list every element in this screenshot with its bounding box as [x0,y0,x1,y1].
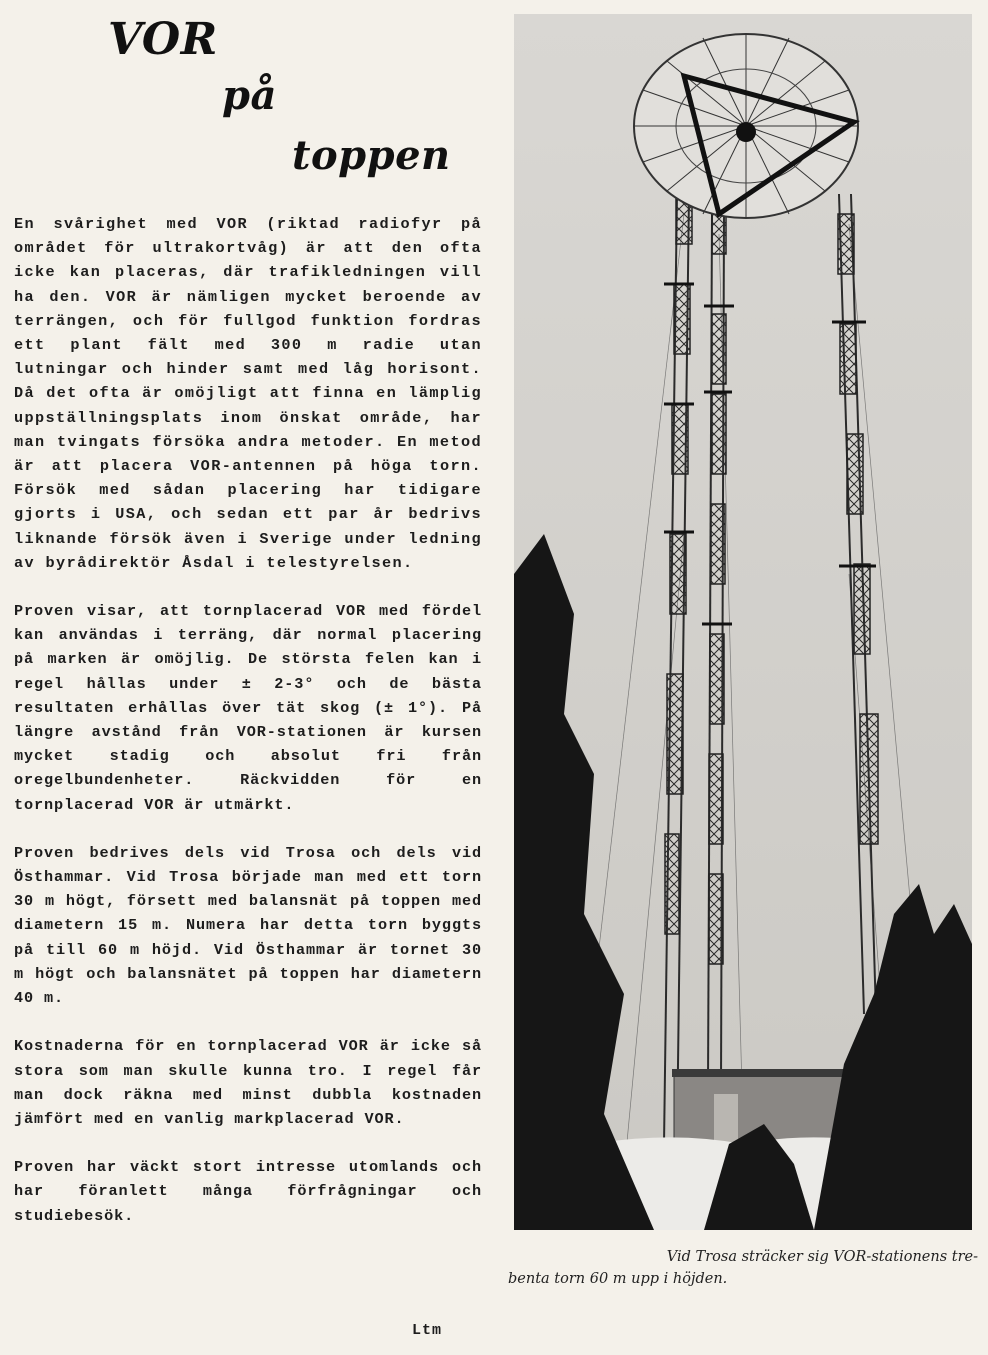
counterpoise-disc-icon [634,34,858,218]
photo-caption [508,1246,978,1290]
title-vor: VOR [108,14,218,65]
paragraph-2: Proven visar, att tornplacerad VOR med fördel kan användas i terräng, där normal placering på marken är omöjlig. De största felen kan i regel hållas under ± 2-3° och de bästa resultaten erhållas över tät skog (± 1°). På längre avstånd från VOR-stationen är kursen mycket stadig och absolut fri från oregelbundenheter. Räckvidden för en tornplacerad VOR är utmärkt. [14,602,482,814]
caption-line-1: Vid Trosa sträcker sig VOR-stationens tre- [666,1249,978,1265]
caption-line-2: benta torn 60 m upp i höjden. [508,1271,728,1287]
paragraph-4: Kostnaderna för en tornplacerad VOR är icke så stora som man skulle kunna tro. I regel får man dock räkna med minst dubbla kostnaden jämfört med en vanlig markplacerad VOR. [14,1037,482,1128]
paragraph-1: En svårighet med VOR (riktad radiofyr på området för ultrakortvåg) är att den ofta icke kan placeras, där trafikledningen vill ha den. VOR är nämligen mycket beroende av terrängen, och för fullgod funktion fordras ett plant fält med 300 m radie utan lutningar och hinder samt med låg horisont. Då det ofta är omöjligt att finna en lämplig uppställningsplats inom önskat område, har man tvingats försöka andra metoder. En metod är att placera VOR-antennen på höga torn. Försök med sådan placering har tidigare gjorts i USA, och sedan ett par år bedrivs liknande försök även i Sverige under ledning av byrådirektör Åsdal i telestyrelsen. [14,215,482,572]
author-signature: Ltm [412,1322,443,1339]
tower-photo [514,14,972,1230]
vor-tower-image [514,14,972,1230]
paragraph-3: Proven bedrives dels vid Trosa och dels vid Östhammar. Vid Trosa började man med ett torn 30 m högt, försett med balansnät på toppen med diametern 15 m. Numera har detta torn byggts på till 60 m höjd. Vid Östhammar är tornet 30 m högt och balansnätet på toppen har diametern 40 m. [14,843,482,1008]
title-pa: på [222,72,277,119]
title-toppen: toppen [292,132,451,179]
article-body [14,212,482,1252]
paragraph-5: Proven har väckt stort intresse utomlands och har föranlett många förfrågningar och studiebesök. [14,1158,482,1225]
